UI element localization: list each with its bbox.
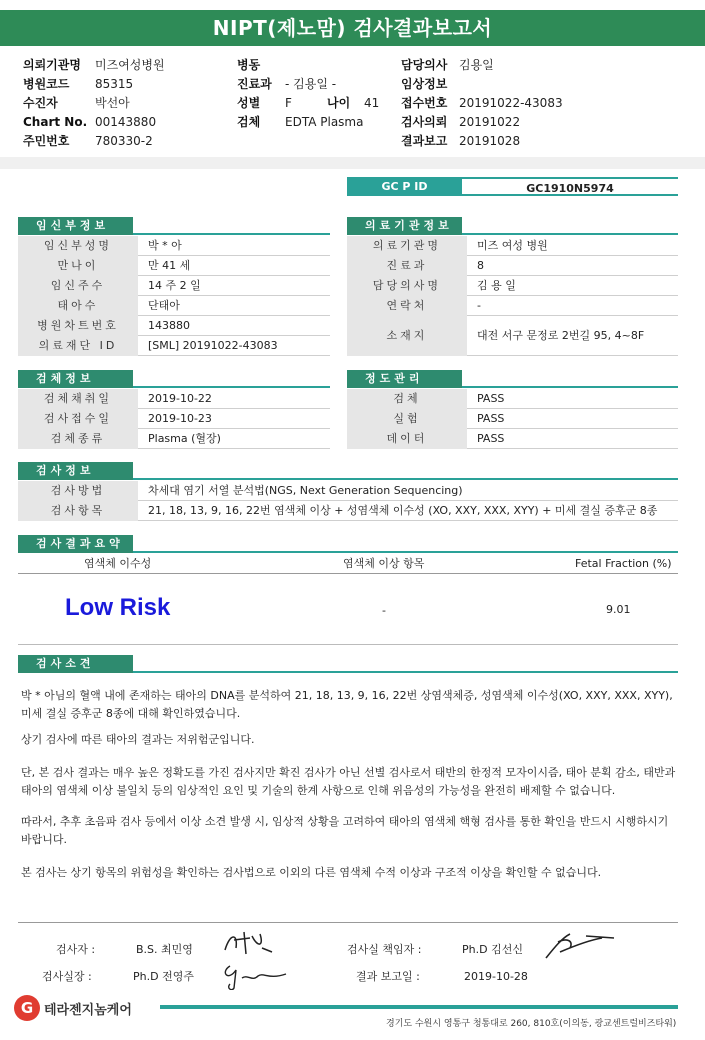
table-row <box>18 336 330 356</box>
row-label: 실험 <box>347 409 467 429</box>
row-label: 병원차트번호 <box>18 316 138 336</box>
section-rule <box>133 386 330 388</box>
row-label: 검체 <box>347 389 467 409</box>
company-address: 경기도 수원시 영통구 청통대로 260, 810호(이의동, 광교센트럴비즈타워) <box>386 1019 677 1029</box>
findings-paragraph-1: 박 * 아님의 혈액 내에 존재하는 태아의 DNA를 분석하여 21, 18, 13, 9, 16, 22번 상염색체증, 성염색체 이수성(XO, XXY, XXX, XYY), 미세 결실 증후군 8종에 대해 확인하였습니다. <box>21 689 673 720</box>
header-field <box>23 132 153 151</box>
tester-label: 검사자 : <box>56 943 96 956</box>
section-rule <box>133 551 678 553</box>
abnormal-items-value: - <box>382 604 386 617</box>
header-field <box>401 132 520 151</box>
summary-col-fetal-fraction: Fetal Fraction (%) <box>575 557 672 570</box>
header-field-value: 20191028 <box>459 134 521 148</box>
footer-bar <box>160 1005 678 1009</box>
summary-col-aneuploidy: 염색체 이수성 <box>84 557 152 570</box>
header-field-label: 병원코드 <box>23 77 70 91</box>
summary-divider <box>18 644 678 645</box>
header-age <box>327 94 379 113</box>
gcpid-value: GC1910N5974 <box>462 177 678 196</box>
table-row <box>18 236 330 256</box>
row-label: 태아수 <box>18 296 138 316</box>
table-row <box>347 389 678 409</box>
header-field-value: 박선아 <box>95 96 130 110</box>
header-separator <box>0 157 705 169</box>
row-label: 검사항목 <box>18 501 138 521</box>
risk-result: Low Risk <box>65 594 171 621</box>
section-rule <box>462 386 678 388</box>
table-row <box>18 296 330 316</box>
row-label: 만나이 <box>18 256 138 276</box>
row-value: 박 * 아 <box>148 239 182 252</box>
row-value: PASS <box>477 412 505 425</box>
header-field <box>23 75 133 94</box>
header-field <box>401 75 459 94</box>
row-label: 검체채취일 <box>18 389 138 409</box>
responsible-signature-icon <box>540 928 620 964</box>
table-row <box>18 409 330 429</box>
row-label: 검체종류 <box>18 429 138 449</box>
row-value: 21, 18, 13, 9, 16, 22번 염색체 이상 + 성염색체 이수성 (XO, XXY, XXX, XYY) + 미세 결실 증후군 8종 <box>148 504 658 517</box>
summary-col-abnormal: 염색체 이상 항목 <box>343 557 425 570</box>
company-logo <box>14 995 132 1021</box>
table-row <box>18 276 330 296</box>
row-label: 데이터 <box>347 429 467 449</box>
row-label: 의료재단 ID <box>18 336 138 356</box>
row-value: 만 41 세 <box>148 259 191 272</box>
findings-paragraph-4: 따라서, 추후 초음파 검사 등에서 이상 소견 발생 시, 임상적 상황을 고려하여 태아의 염색체 핵형 검사를 통한 확인을 반드시 시행하시기 바랍니다. <box>21 815 669 846</box>
report-date-label: 결과 보고일 : <box>356 970 420 983</box>
row-label: 검사방법 <box>18 481 138 501</box>
row-value: 김 용 일 <box>477 279 516 292</box>
table-row <box>18 429 330 449</box>
row-value: PASS <box>477 392 505 405</box>
header-field <box>401 113 520 132</box>
row-value: 단태아 <box>148 299 180 312</box>
header-field-value: 미즈여성병원 <box>95 58 165 72</box>
tester-name: B.S. 최민영 <box>136 943 193 956</box>
gcpid-label: GC P ID <box>347 177 462 196</box>
header-field-label: Chart No. <box>23 115 88 129</box>
header-field-label: 검사의뢰 <box>401 115 448 129</box>
table-row <box>18 501 678 521</box>
specimen-info-heading: 검체정보 <box>18 370 133 388</box>
header-field-value: 20191022-43083 <box>459 96 563 110</box>
summary-heading: 검사결과요약 <box>18 535 133 553</box>
row-value: 14 주 2 일 <box>148 279 201 292</box>
header-field-label: 접수번호 <box>401 96 448 110</box>
header-field-value: 00143880 <box>95 115 157 129</box>
chief-label: 검사실장 : <box>42 970 92 983</box>
header-field-label: 결과보고 <box>401 134 448 148</box>
section-rule <box>462 233 678 235</box>
row-label: 의료기관명 <box>347 236 467 256</box>
header-field-label: 성별 <box>237 96 261 110</box>
row-value: 8 <box>477 259 484 272</box>
header-field-label: 담당의사 <box>401 58 448 72</box>
row-value: 2019-10-23 <box>148 412 212 425</box>
responsible-name: Ph.D 김선신 <box>462 943 523 956</box>
company-name: 테라젠지놈케어 <box>44 1002 132 1018</box>
table-row <box>18 316 330 336</box>
header-field <box>23 56 165 75</box>
row-label: 진료과 <box>347 256 467 276</box>
table-row <box>18 389 330 409</box>
header-field-label: 수진자 <box>23 96 58 110</box>
findings-paragraph-5: 본 검사는 상기 항목의 위험성을 확인하는 검사법으로 이외의 다른 염색체 수적 이상과 구조적 이상을 확인할 수 없습니다. <box>21 866 602 879</box>
header-field <box>23 113 156 132</box>
section-rule <box>133 233 330 235</box>
header-field <box>237 94 292 113</box>
row-label: 담당의사명 <box>347 276 467 296</box>
row-value: 143880 <box>148 319 190 332</box>
findings-paragraph-3: 단, 본 검사 결과는 매우 높은 정확도를 가진 검사지만 확진 검사가 아닌 선별 검사로서 태반의 한정적 모자이시즘, 태아 분획 감소, 태반과 태아의 염색체 이상 불일치 등의 임상적인 요인 및 기술의 한계 사항으로 인해 위음성의 가능성을 완전히 배제할 수 없습니다. <box>21 766 676 797</box>
header-field-label: 검체 <box>237 115 261 129</box>
findings-heading: 검사소견 <box>18 655 133 673</box>
signature-divider <box>18 922 678 923</box>
pregnant-info-heading: 임신부정보 <box>18 217 133 235</box>
header-field-value: - 김용일 - <box>285 77 337 91</box>
row-value: - <box>477 299 481 312</box>
header-field <box>401 94 563 113</box>
row-label: 임신주수 <box>18 276 138 296</box>
header-field-label: 의뢰기관명 <box>23 58 81 72</box>
row-value: [SML] 20191022-43083 <box>148 339 278 352</box>
responsible-label: 검사실 책임자 : <box>347 943 422 956</box>
row-label: 연락처 <box>347 296 467 316</box>
row-label: 임신부성명 <box>18 236 138 256</box>
header-field-label: 병동 <box>237 58 261 72</box>
table-row <box>347 276 678 296</box>
logo-icon: G <box>14 995 40 1021</box>
row-value: 차세대 염기 서열 분석법(NGS, Next Generation Sequencing) <box>148 484 463 497</box>
institution-info-heading: 의료기관정보 <box>347 217 462 235</box>
row-value: Plasma (혈장) <box>148 432 221 445</box>
table-row <box>18 256 330 276</box>
header-field-label: 주민번호 <box>23 134 70 148</box>
header-field-value: 김용일 <box>459 58 494 72</box>
chief-name: Ph.D 전영주 <box>133 970 194 983</box>
row-value: 미즈 여성 병원 <box>477 239 548 252</box>
row-value: 대전 서구 문정로 2번길 95, 4~8F <box>477 329 645 342</box>
header-field <box>237 75 336 94</box>
table-row <box>347 236 678 256</box>
test-info-heading: 검사정보 <box>18 462 133 480</box>
table-row <box>347 316 678 356</box>
header-field-value: 20191022 <box>459 115 521 129</box>
age-value: 41 <box>364 96 380 110</box>
qc-heading: 정도관리 <box>347 370 462 388</box>
row-label: 검사접수일 <box>18 409 138 429</box>
chief-signature-icon <box>222 960 292 990</box>
table-row <box>347 296 678 316</box>
tester-signature-icon <box>220 928 280 958</box>
header-field <box>237 113 363 132</box>
table-row <box>347 256 678 276</box>
row-value: 2019-10-22 <box>148 392 212 405</box>
report-date-value: 2019-10-28 <box>464 970 528 983</box>
header-field-label: 임상정보 <box>401 77 448 91</box>
header-field-label: 진료과 <box>237 77 272 91</box>
header-field <box>237 56 285 75</box>
header-field <box>23 94 130 113</box>
age-label: 나이 <box>327 96 351 110</box>
fetal-fraction-value: 9.01 <box>606 603 631 616</box>
table-row <box>347 429 678 449</box>
table-row <box>347 409 678 429</box>
section-rule <box>133 671 678 673</box>
findings-paragraph-2: 상기 검사에 따른 태아의 결과는 저위험군입니다. <box>21 733 255 746</box>
header-field-value: EDTA Plasma <box>285 115 364 129</box>
header-field-value: 780330-2 <box>95 134 153 148</box>
header-field-value: F <box>285 96 292 110</box>
summary-header-row <box>18 554 678 574</box>
header-field-value: 85315 <box>95 77 134 91</box>
report-title: NIPT(제노맘) 검사결과보고서 <box>0 10 705 46</box>
header-field <box>401 56 494 75</box>
section-rule <box>133 478 678 480</box>
table-row <box>18 481 678 501</box>
row-label: 소재지 <box>347 316 467 356</box>
row-value: PASS <box>477 432 505 445</box>
